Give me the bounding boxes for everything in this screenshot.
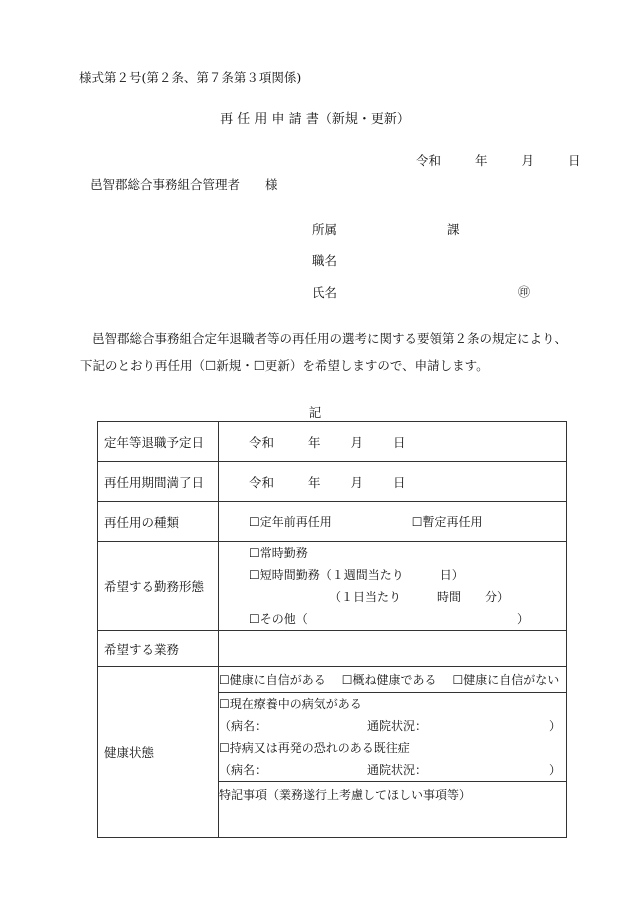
disease-name-label: （病名： (219, 763, 268, 777)
body-text (80, 325, 570, 379)
notes-label: 特記事項（業務遂行上考慮してほしい事項等） (219, 788, 472, 802)
date-day: 日 (393, 474, 406, 490)
application-date (416, 151, 580, 169)
name-label: 氏名 (312, 285, 338, 300)
work-option-other-label: ☐その他（ (249, 612, 308, 626)
close-paren: ） (549, 719, 562, 733)
close-paren: ） (549, 763, 562, 777)
section-suffix: 課 (447, 222, 460, 237)
date-era: 令和 (249, 434, 275, 450)
duty-label: 希望する業務 (98, 631, 219, 667)
end-date-label: 再任用期間満了日 (98, 462, 219, 502)
form-style-number: 様式第２号(第２条、第７条第３項関係) (79, 70, 302, 85)
date-era: 令和 (249, 474, 275, 490)
type-option-provisional[interactable]: ☐暫定再任用 (411, 515, 483, 529)
type-label: 再任用の種類 (98, 502, 219, 542)
work-form-cell (219, 542, 567, 631)
illness-cell (219, 693, 567, 782)
work-option-other[interactable] (249, 608, 566, 630)
date-day: 日 (567, 153, 581, 168)
health-options-cell (219, 667, 567, 693)
end-date-cell[interactable] (219, 462, 567, 502)
position-label: 職名 (312, 253, 338, 268)
hospital-status-label: 通院状況： (367, 719, 428, 733)
illness-current-option[interactable]: ☐現在療養中の病気がある (219, 697, 362, 711)
seal-mark: ㊞ (518, 285, 531, 299)
health-option-not-confident[interactable]: ☐健康に自信がない (452, 673, 560, 687)
type-option-pre-retirement[interactable]: ☐定年前再任用 (249, 515, 332, 529)
date-day: 日 (393, 434, 406, 450)
retire-date-cell[interactable] (219, 422, 567, 462)
date-month: 月 (521, 153, 534, 168)
illness-history-option[interactable]: ☐持病又は再発の恐れのある既往症 (219, 741, 410, 755)
date-month: 月 (350, 434, 364, 450)
table-row (98, 631, 567, 667)
table-row (98, 422, 567, 462)
health-option-confident[interactable]: ☐健康に自信がある (219, 673, 326, 687)
application-form-table (97, 421, 567, 838)
disease-name-label: （病名： (219, 719, 268, 733)
document-title: 再 任 用 申 請 書（新規・更新） (220, 112, 410, 127)
table-row (98, 542, 567, 631)
affiliation-label: 所属 (312, 222, 338, 237)
date-year: 年 (308, 434, 321, 450)
type-cell (219, 502, 567, 542)
body-line-1: 邑智郡総合事務組合定年退職者等の再任用の選考に関する要領第２条の規定により、 (92, 331, 568, 346)
addressee: 邑智郡総合事務組合管理者 様 (90, 177, 278, 192)
date-year: 年 (308, 474, 321, 490)
work-option-shorttime-daily: （１日当たり 時間 分） (329, 590, 510, 604)
ki-heading: 記 (308, 405, 322, 420)
table-row (98, 667, 567, 693)
date-year: 年 (474, 153, 488, 168)
retire-date-label: 定年等退職予定日 (98, 422, 219, 462)
work-option-shorttime[interactable]: ☐短時間勤務（１週間当たり 日） (249, 568, 464, 582)
work-form-label: 希望する勤務形態 (98, 542, 219, 631)
notes-cell[interactable] (219, 782, 567, 838)
date-month: 月 (350, 474, 364, 490)
date-era: 令和 (416, 153, 442, 168)
body-line-2: 下記のとおり再任用（☐新規・☐更新）を希望しますので、申請します。 (80, 358, 489, 373)
health-label: 健康状態 (98, 667, 219, 838)
illness-history-detail (219, 759, 566, 781)
illness-current-detail (219, 715, 566, 737)
health-option-mostly[interactable]: ☐概ね健康である (341, 673, 437, 687)
table-row (98, 462, 567, 502)
duty-cell[interactable] (219, 631, 567, 667)
work-option-other-close: ） (517, 612, 530, 626)
table-row (98, 502, 567, 542)
hospital-status-label: 通院状況： (367, 763, 428, 777)
work-option-fulltime[interactable]: ☐常時勤務 (249, 546, 308, 560)
